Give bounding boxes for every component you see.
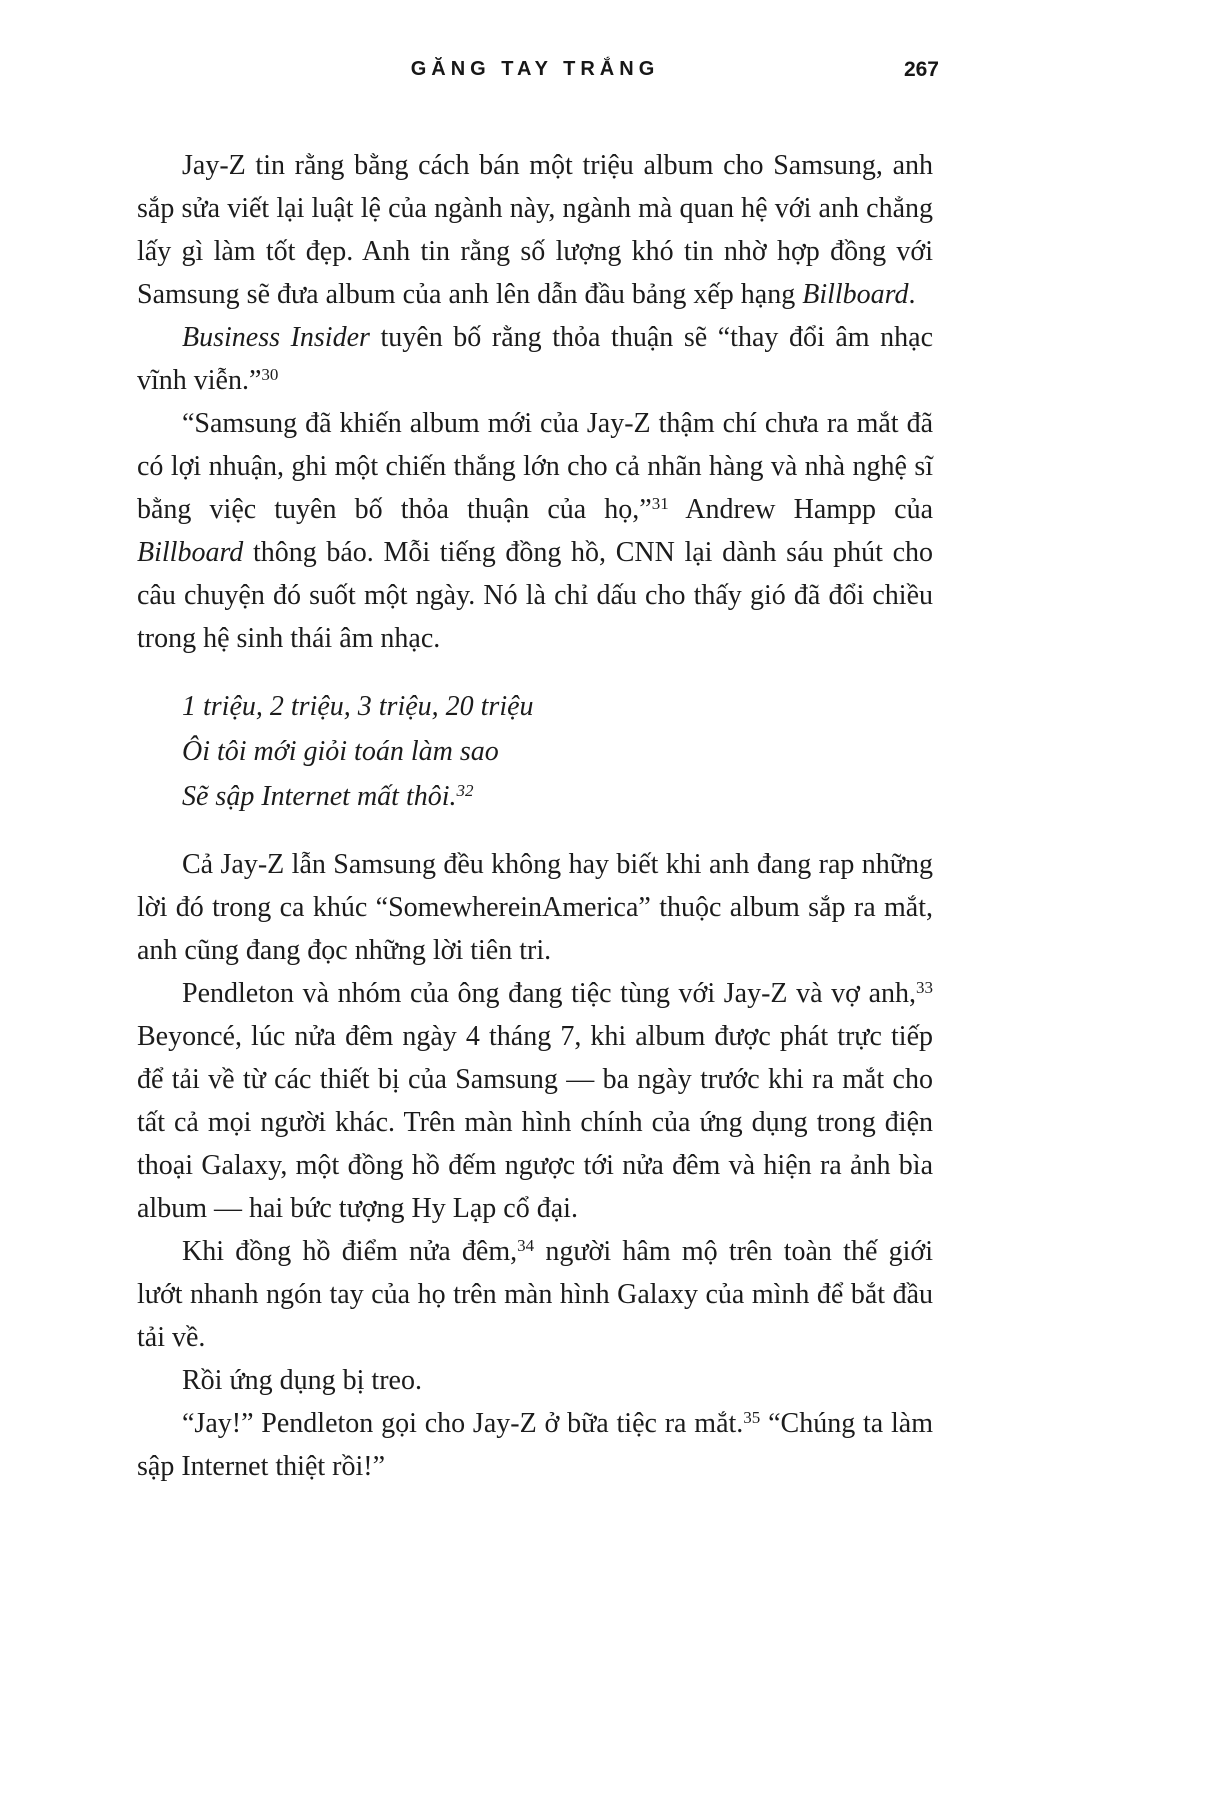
verse-line [182, 684, 933, 729]
paragraph [137, 1402, 933, 1488]
text-run: Rồi ứng dụng bị treo. [182, 1365, 422, 1396]
text-run: “Samsung đã khiến album mới của Jay-Z thậm chí chưa ra mắt đã có lợi nhuận, ghi một chiến thắng lớn cho cả nhãn hàng và nhà nghệ sĩ bằng việc tuyên bố thỏa thuận của họ,” [137, 408, 933, 525]
italic-text: Sẽ sập Internet mất thôi. [182, 781, 457, 812]
running-header [137, 58, 939, 92]
footnote-marker: 35 [743, 1407, 761, 1427]
paragraph [137, 316, 933, 402]
text-run: thông báo. Mỗi tiếng đồng hồ, CNN lại dành sáu phút cho câu chuyện đó suốt một ngày. Nó là chỉ dấu cho thấy gió đã đổi chiều trong hệ sinh thái âm nhạc. [137, 537, 933, 654]
book-page [137, 58, 939, 1488]
footnote-marker: 30 [261, 364, 279, 384]
page-body [137, 144, 933, 1488]
paragraph [137, 402, 933, 660]
italic-text: 1 triệu, 2 triệu, 3 triệu, 20 triệu [182, 691, 534, 722]
text-run: Cả Jay-Z lẫn Samsung đều không hay biết khi anh đang rap những lời đó trong ca khúc “SomewhereinAmerica” thuộc album sắp ra mắt, anh cũng đang đọc những lời tiên tri. [137, 849, 933, 966]
text-run: Pendleton và nhóm của ông đang tiệc tùng với Jay-Z và vợ anh, [182, 978, 916, 1009]
chapter-title: GĂNG TAY TRẮNG [410, 58, 660, 80]
paragraph [137, 972, 933, 1230]
footnote-marker: 34 [517, 1235, 535, 1255]
text-run: tuyên bố rằng thỏa thuận sẽ “thay đổi âm nhạc vĩnh viễn.” [137, 322, 933, 396]
text-run: “Jay!” Pendleton gọi cho Jay-Z ở bữa tiệc ra mắt. [182, 1408, 744, 1439]
text-run: Andrew Hampp của [668, 494, 933, 525]
text-run: . [908, 279, 916, 310]
italic-text: Business Insider [182, 322, 370, 353]
italic-text: Billboard [802, 279, 909, 310]
paragraph [137, 843, 933, 972]
paragraph [137, 1359, 933, 1402]
verse-line [182, 774, 933, 819]
text-run: “Chúng ta làm sập Internet thiệt rồi!” [137, 1408, 934, 1482]
verse-line [182, 729, 933, 774]
text-run: người hâm mộ trên toàn thế giới lướt nhanh ngón tay của họ trên màn hình Galaxy của mình để bắt đầu tải về. [137, 1236, 933, 1353]
footnote-marker: 33 [916, 977, 933, 997]
paragraph [137, 144, 933, 316]
italic-text: Ôi tôi mới giỏi toán làm sao [182, 736, 499, 767]
verse-block [182, 684, 933, 819]
footnote-marker: 31 [651, 493, 669, 513]
italic-text: Billboard [137, 537, 244, 568]
text-run: Beyoncé, lúc nửa đêm ngày 4 tháng 7, khi album được phát trực tiếp để tải về từ các thiết bị của Samsung — ba ngày trước khi ra mắt cho tất cả mọi người khác. Trên màn hình chính của ứng dụng trong điện thoại Galaxy, một đồng hồ đếm ngược tới nửa đêm và hiện ra ảnh bìa album — hai bức tượng Hy Lạp cổ đại. [137, 1021, 933, 1224]
text-run: Jay-Z tin rằng bằng cách bán một triệu album cho Samsung, anh sắp sửa viết lại luật lệ của ngành này, ngành mà quan hệ với anh chẳng lấy gì làm tốt đẹp. Anh tin rằng số lượng khó tin nhờ hợp đồng với Samsung sẽ đưa album của anh lên dẫn đầu bảng xếp hạng [137, 150, 933, 310]
footnote-marker: 32 [456, 780, 474, 800]
page-number: 267 [903, 58, 939, 81]
text-run: Khi đồng hồ điểm nửa đêm, [182, 1236, 518, 1267]
paragraph [137, 1230, 933, 1359]
